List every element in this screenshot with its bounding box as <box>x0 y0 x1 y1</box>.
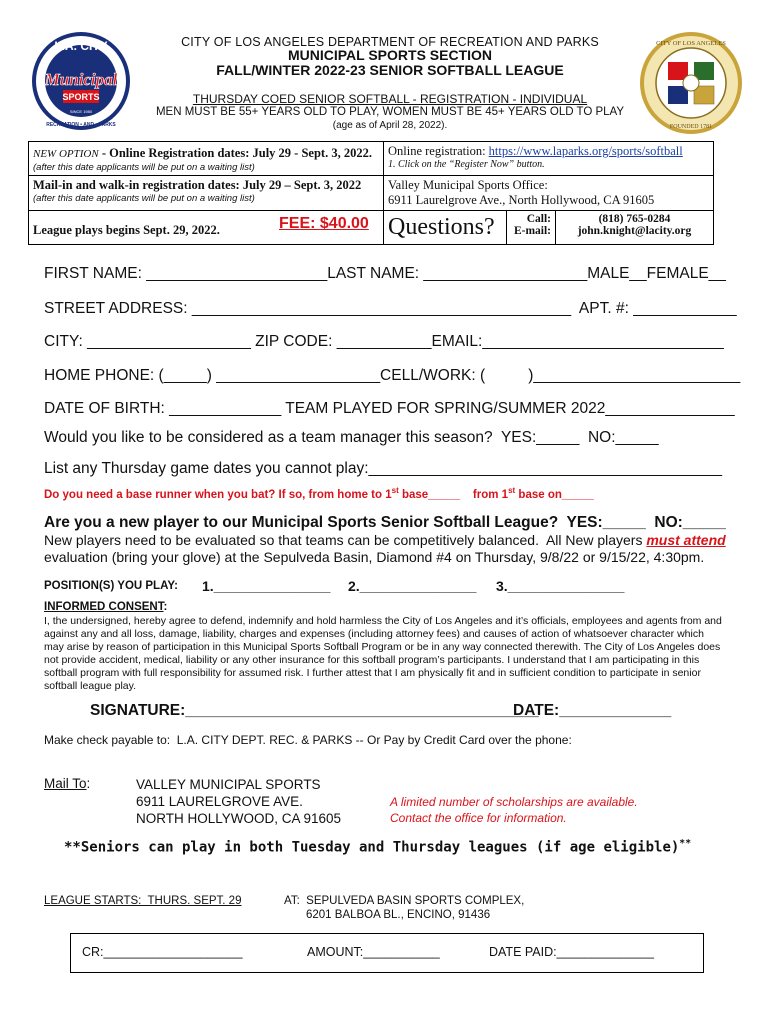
logo-script-text: Municipal <box>44 70 118 89</box>
logo-top-text: L.A. CITY <box>54 39 108 53</box>
questions-label: Questions? <box>388 214 495 240</box>
evaluation-text-1: New players need to be evaluated so that teams can be competitively balanced. All New players must attend <box>44 532 726 548</box>
office-address: 6911 Laurelgrove Ave., North Hollywood, CA 91605 <box>388 193 655 207</box>
city-seal <box>638 30 744 136</box>
dept-title: CITY OF LOS ANGELES DEPARTMENT OF RECREATION AND PARKS <box>181 35 599 49</box>
new-player-question[interactable]: Are you a new player to our Municipal Sports Senior Softball League? YES:_____ NO:_____ <box>44 514 726 531</box>
call-label: Call: <box>526 213 551 225</box>
position-2-field[interactable]: 2._______________ <box>348 578 477 594</box>
logo-ring-text: RECREATION • AND • PARKS <box>46 122 116 128</box>
mail-line-2: 6911 LAURELGROVE AVE. <box>136 794 303 809</box>
team-manager-line[interactable]: Would you like to be considered as a team manager this season? YES:_____ NO:_____ <box>44 429 659 446</box>
info-table <box>28 141 714 245</box>
section-title: MUNICIPAL SPORTS SECTION <box>287 47 493 63</box>
amount-field[interactable]: AMOUNT:___________ <box>307 945 440 959</box>
cr-field[interactable]: CR:____________________ <box>82 945 243 959</box>
seal-ring-text: CITY OF LOS ANGELES <box>656 40 726 47</box>
online-link-cell <box>384 142 714 176</box>
name-line[interactable]: FIRST NAME: _____________________LAST NAME: ___________________MALE__FEMALE__ <box>44 265 726 282</box>
unavailable-dates-line[interactable]: List any Thursday game dates you cannot play:_________________________________________ <box>44 460 722 477</box>
mail-line-1: VALLEY MUNICIPAL SPORTS <box>136 777 321 792</box>
city-zip-email-line[interactable]: CITY: ___________________ ZIP CODE: ___________EMAIL:____________________________ <box>44 333 724 350</box>
age-rule: MEN MUST BE 55+ YEARS OLD TO PLAY, WOMEN MUST BE 45+ YEARS OLD TO PLAY <box>155 106 625 118</box>
mail-dates-cell <box>29 176 384 211</box>
online-registration-link[interactable]: https://www.laparks.org/sports/softball <box>488 144 683 158</box>
payable-text: Make check payable to: L.A. CITY DEPT. REC. & PARKS -- Or Pay by Credit Card over the phone: <box>44 733 572 747</box>
office-use-box <box>70 933 704 973</box>
registration-title: THURSDAY COED SENIOR SOFTBALL - REGISTRATION - INDIVIDUAL <box>192 92 588 106</box>
date-field[interactable]: DATE:_____________ <box>513 702 672 719</box>
online-label: Online registration: <box>388 144 489 158</box>
mail-waitlist-note: (after this date applicants will be put on a waiting list) <box>33 193 255 204</box>
position-3-field[interactable]: 3._______________ <box>496 578 625 594</box>
position-1-field[interactable]: 1._______________ <box>202 578 331 594</box>
phone-line[interactable]: HOME PHONE: (_____) ___________________CELL/WORK: ( )________________________ <box>44 367 741 384</box>
logo-sports-text: SPORTS <box>62 92 100 102</box>
office-cell <box>384 176 714 211</box>
league-title: FALL/WINTER 2022-23 SENIOR SOFTBALL LEAGUE <box>216 62 564 78</box>
must-attend-emphasis: must attend <box>646 532 726 548</box>
mail-dates: Mail-in and walk-in registration dates: July 29 – Sept. 3, 2022 <box>33 178 362 192</box>
office-name: Valley Municipal Sports Office: <box>388 178 548 192</box>
online-dates-cell <box>29 142 384 176</box>
evaluation-text-2: evaluation (bring your glove) at the Sepulveda Basin, Diamond #4 on Thursday, 9/8/22 or 9/15/22, 4:30pm. <box>44 549 705 565</box>
consent-heading: INFORMED CONSENT: <box>44 601 168 613</box>
league-starts: LEAGUE STARTS: THURS. SEPT. 29 <box>44 895 242 907</box>
fee-amount: FEE: $40.00 <box>279 215 369 232</box>
mail-address <box>136 776 341 827</box>
mail-to-label: Mail To: <box>44 776 91 791</box>
email-label: E-mail: <box>513 225 551 237</box>
signature-field[interactable]: SIGNATURE:_________________________________________ <box>90 702 539 719</box>
new-option-label: NEW OPTION <box>33 148 99 160</box>
location-line-1: AT: SEPULVEDA BASIN SPORTS COMPLEX, <box>284 895 525 907</box>
seal-bottom-text: FOUNDED 1781 <box>669 124 713 130</box>
fee-cell <box>29 211 384 245</box>
base-runner-line[interactable]: Do you need a base runner when you bat? If so, from home to 1st base_____ from 1st base on_____ <box>44 486 594 501</box>
address-line[interactable]: STREET ADDRESS: ____________________________________________ APT. #: ____________ <box>44 300 737 317</box>
questions-cell <box>384 211 507 245</box>
consent-text: I, the undersigned, hereby agree to defend, indemnify and hold harmless the City of Los Angeles and it’s officials, employees and agents from and against any and all loss, damage, liability, charges and expenses (including attorney fees) and causes of action of whatsoever character which may arise by reason of participation in this Municipal Sports Softball Program or be in any way connected therewith. The City of Los Angeles does not provide accident, medical, liability or any other insurance for this softball program’s participants. I understand that I am participating in this softball program with full responsibility for assumed risk. I further attest that I am physically fit and in sufficient condition to participate in senior softball league play. <box>44 615 722 692</box>
location-line-2: 6201 BALBOA BL., ENCINO, 91436 <box>306 909 491 921</box>
position-label: POSITION(S) YOU PLAY: <box>44 580 178 592</box>
municipal-sports-logo <box>30 30 132 132</box>
contact-email: john.knight@lacity.org <box>577 225 692 237</box>
online-dates: - Online Registration dates: July 29 - Sept. 3, 2022. <box>98 146 372 160</box>
mail-line-3: NORTH HOLLYWOOD, CA 91605 <box>136 811 342 826</box>
age-asof: (age as of April 28, 2022). <box>332 120 448 131</box>
contact-phone: (818) 765-0284 <box>598 213 671 225</box>
league-start-text: League plays begins Sept. 29, 2022. <box>33 223 220 237</box>
contact-labels-cell <box>507 211 556 245</box>
contact-values-cell <box>556 211 714 245</box>
scholarship-note: A limited number of scholarships are available. Contact the office for information. <box>390 795 638 825</box>
online-instruction: 1. Click on the “Register Now” button. <box>388 159 545 170</box>
seniors-note: **Seniors can play in both Tuesday and Thursday leagues (if age eligible)** <box>64 838 692 856</box>
online-waitlist-note: (after this date applicants will be put on a waiting list) <box>33 162 255 173</box>
date-paid-field[interactable]: DATE PAID:______________ <box>489 945 654 959</box>
dob-team-line[interactable]: DATE OF BIRTH: _____________ TEAM PLAYED FOR SPRING/SUMMER 2022_______________ <box>44 400 735 417</box>
logo-since-text: SINCE 1980 <box>69 109 93 114</box>
